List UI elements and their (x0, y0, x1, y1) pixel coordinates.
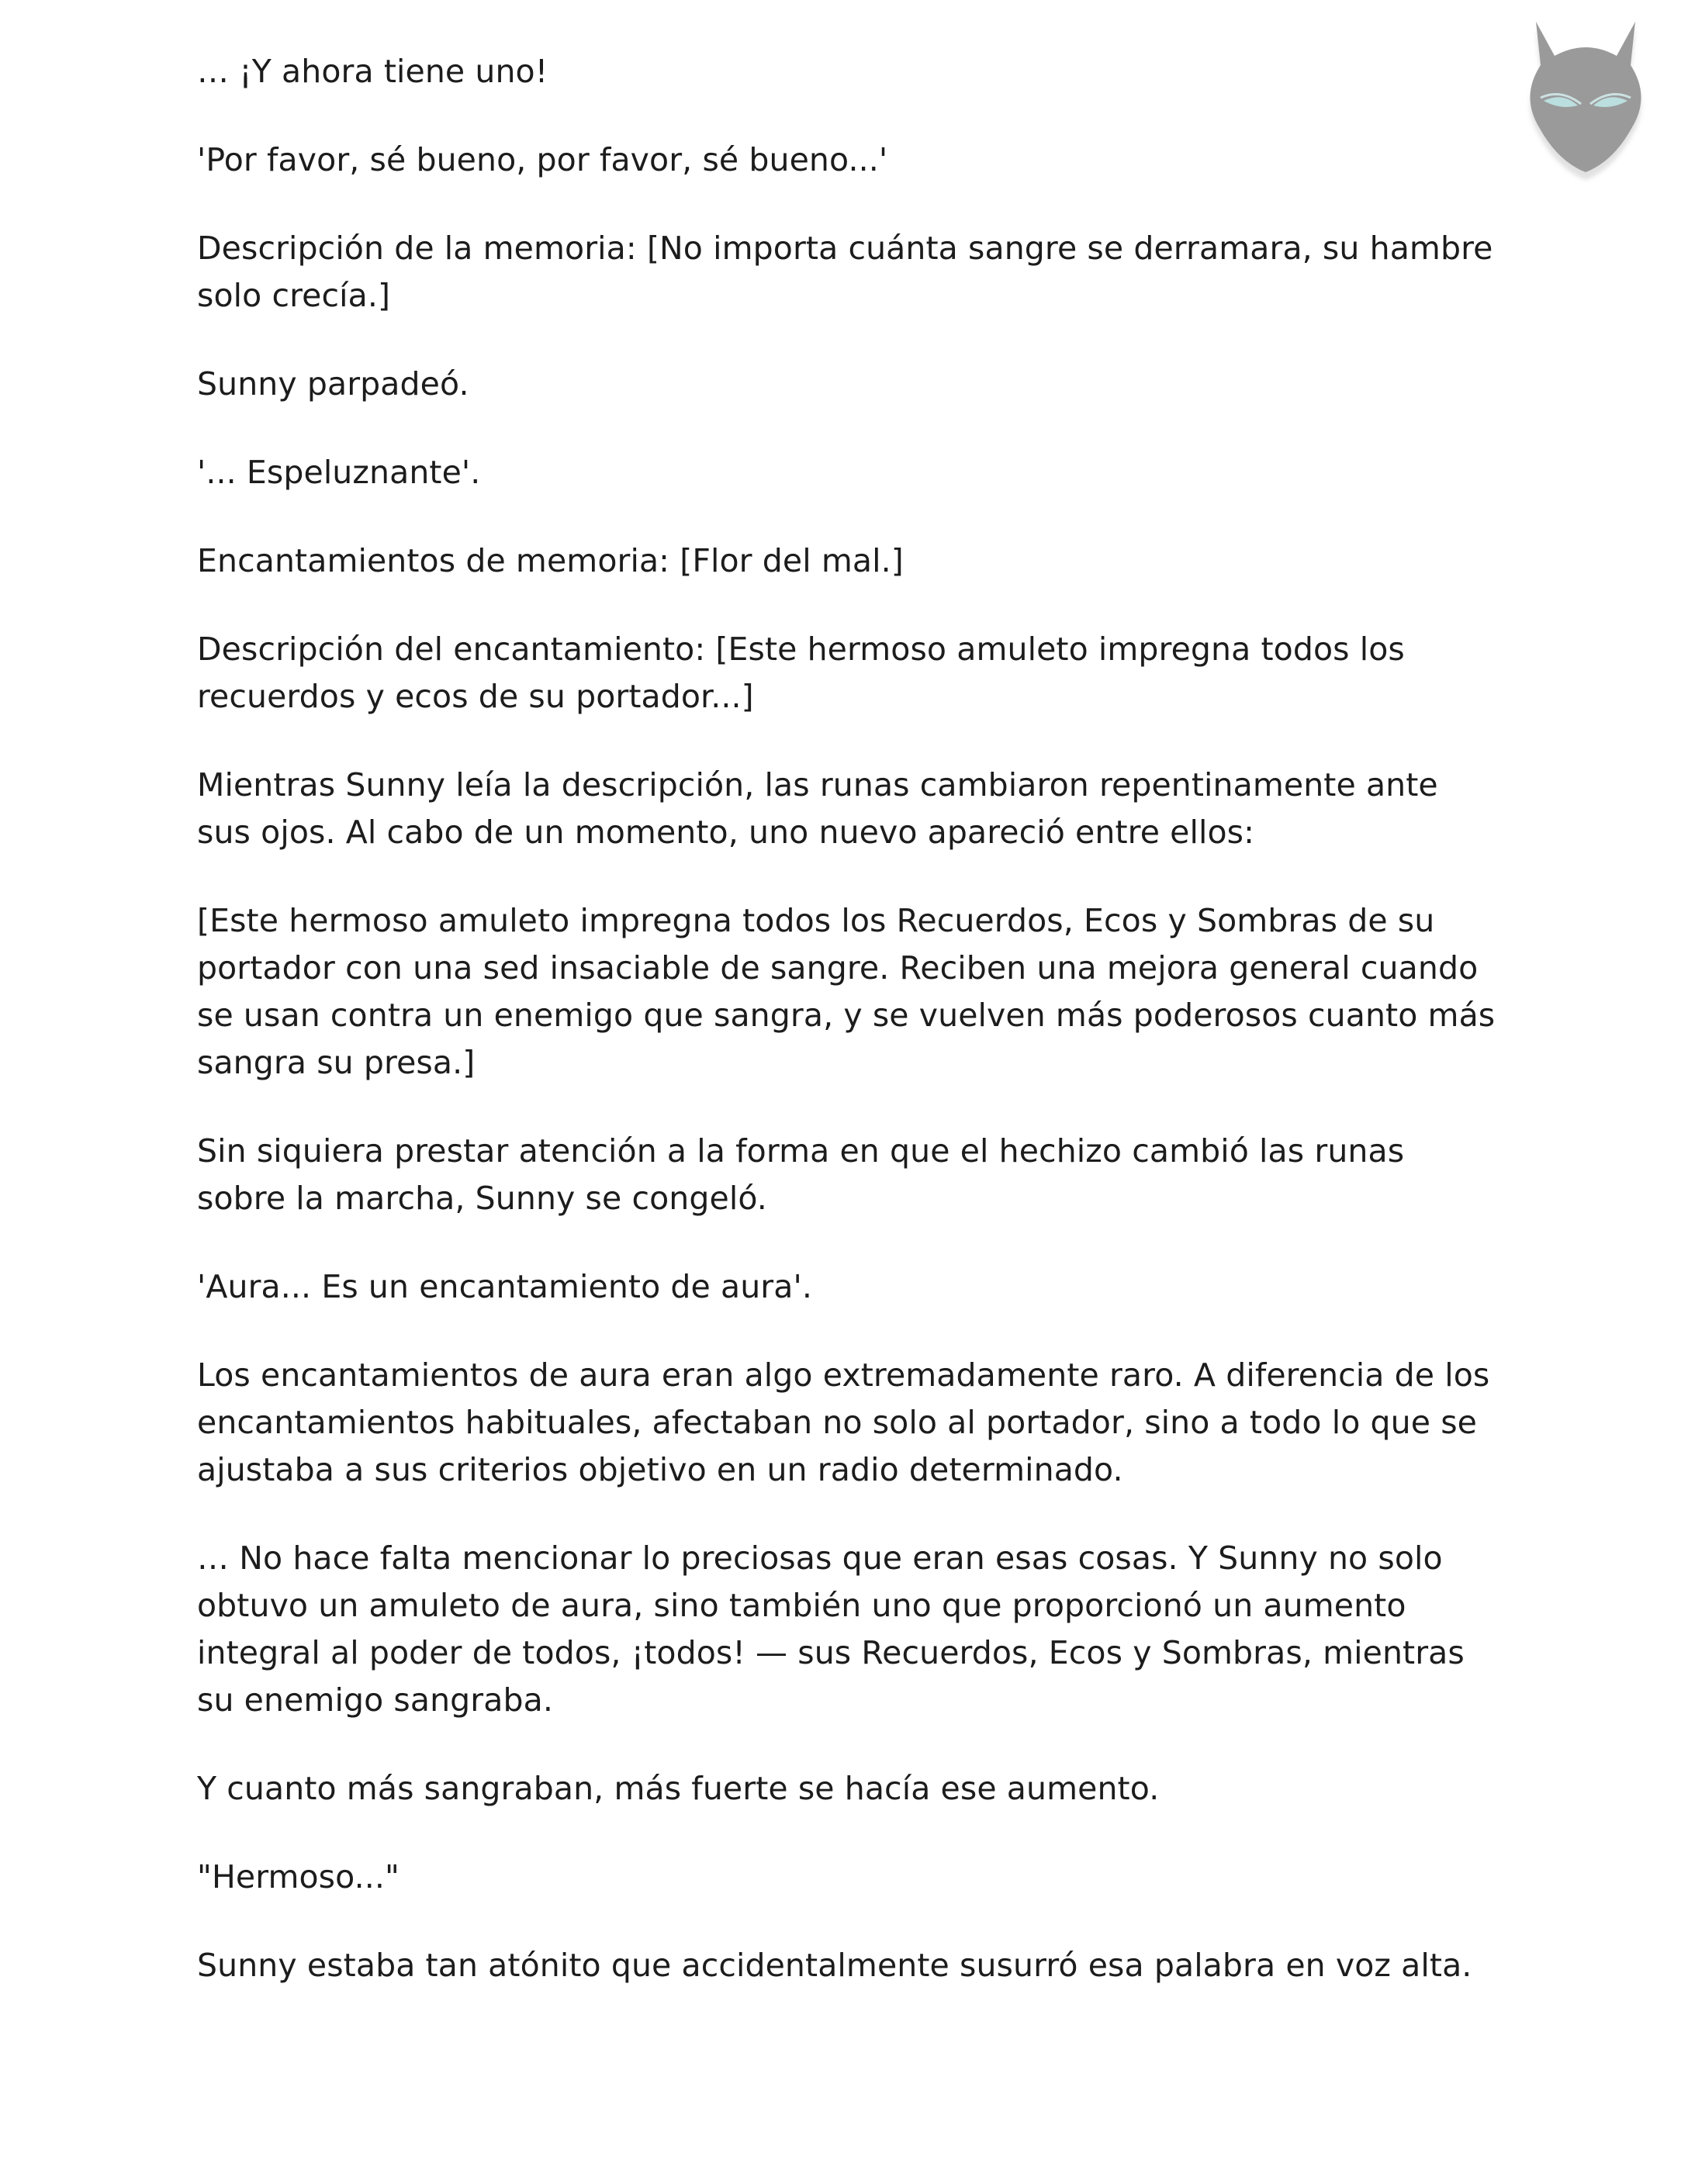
paragraph: Los encantamientos de aura eran algo extremadamente raro. A diferencia de los encantamientos habituales, afectaban no solo al portador, sino a todo lo que se ajustaba a sus criterios objetivo en un radio determinado. (197, 1356, 1490, 1488)
chapter-text (197, 48, 1500, 2030)
demon-head-logo-icon (1514, 14, 1657, 185)
paragraph: Sin siquiera prestar atención a la forma en que el hechizo cambió las runas sobre la marcha, Sunny se congeló. (197, 1132, 1405, 1217)
paragraph: Encantamientos de memoria: [Flor del mal.] (197, 542, 904, 579)
paragraph: Sunny estaba tan atónito que accidentalmente susurró esa palabra en voz alta. (197, 1947, 1472, 1984)
paragraph: Y cuanto más sangraban, más fuerte se hacía ese aumento. (197, 1770, 1160, 1807)
paragraph: Sunny parpadeó. (197, 365, 469, 403)
paragraph: Descripción del encantamiento: [Este hermoso amuleto impregna todos los recuerdos y ecos de su portador...] (197, 631, 1405, 715)
paragraph: 'Aura... Es un encantamiento de aura'. (197, 1268, 812, 1305)
paragraph: 'Por favor, sé bueno, por favor, sé bueno...' (197, 141, 888, 178)
paragraph: … No hace falta mencionar lo preciosas que eran esas cosas. Y Sunny no solo obtuvo un amuleto de aura, sino también uno que proporcionó un aumento integral al poder de todos, ¡todos! — sus Recuerdos, Ecos y Sombras, mientras su enemigo sangraba. (197, 1540, 1465, 1719)
paragraph: Mientras Sunny leía la descripción, las runas cambiaron repentinamente ante sus ojos. Al cabo de un momento, uno nuevo apareció entre ellos: (197, 766, 1438, 851)
paragraph: '... Espeluznante'. (197, 454, 481, 491)
paragraph: "Hermoso..." (197, 1858, 400, 1895)
paragraph: [Este hermoso amuleto impregna todos los Recuerdos, Ecos y Sombras de su portador con una sed insaciable de sangre. Reciben una mejora general cuando se usan contra un enemigo que sangra, y se vuelven más poderosos cuanto más sangra su presa.] (197, 902, 1496, 1081)
paragraph: … ¡Y ahora tiene uno! (197, 53, 548, 90)
paragraph: Descripción de la memoria: [No importa cuánta sangre se derramara, su hambre solo crecía.] (197, 230, 1493, 314)
